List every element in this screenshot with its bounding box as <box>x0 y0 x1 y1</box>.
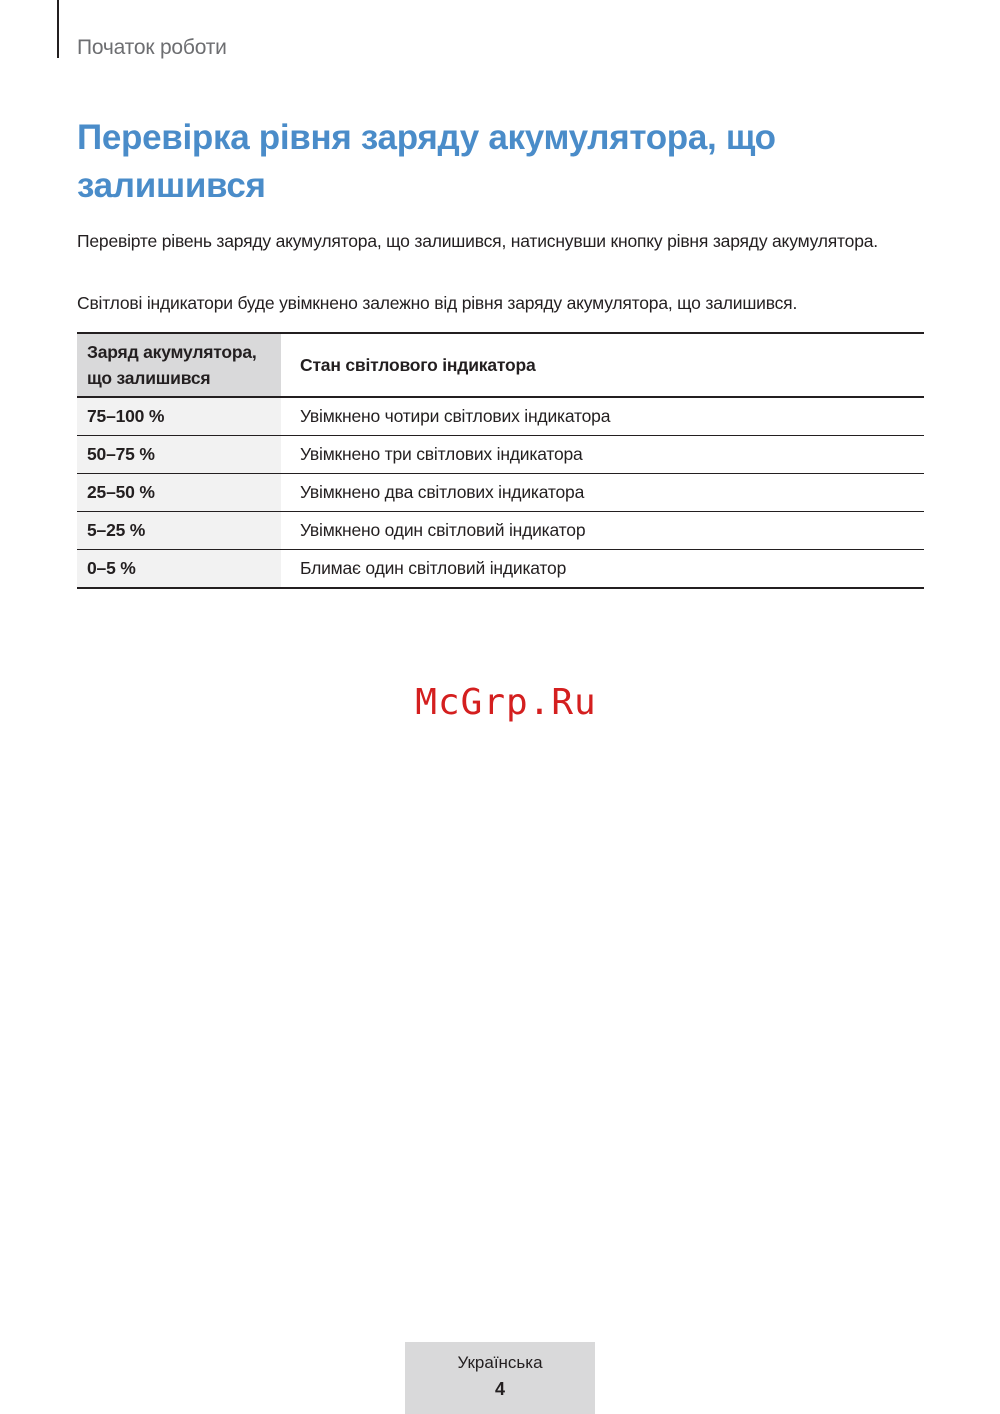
table-row <box>77 550 924 589</box>
page-number: 4 <box>494 1379 505 1399</box>
page-title: Перевірка рівня заряду акумулятора, що залишився <box>77 118 776 205</box>
indicator-note-paragraph: Світлові індикатори буде увімкнено залежно від рівня заряду акумулятора, що залишився. <box>77 293 798 313</box>
table-row <box>77 512 924 550</box>
section-name: Початок роботи <box>77 36 227 59</box>
battery-level-table <box>77 332 924 589</box>
charge-level-cell: 0–5 % <box>77 550 281 589</box>
page-footer <box>405 1342 595 1414</box>
indicator-state-cell: Блимає один світловий індикатор <box>300 558 567 578</box>
table-row <box>77 397 924 436</box>
charge-level-cell: 5–25 % <box>77 512 281 550</box>
indicator-state-cell: Увімкнено чотири світлових індикатора <box>281 397 924 436</box>
footer-language: Українська <box>457 1353 543 1372</box>
charge-level-cell: 75–100 % <box>77 397 281 436</box>
header-rule <box>57 0 59 58</box>
table-row <box>77 436 924 474</box>
intro-paragraph: Перевірте рівень заряду акумулятора, що залишився, натиснувши кнопку рівня заряду акумулятора. <box>77 231 878 251</box>
charge-level-cell: 25–50 % <box>77 474 281 512</box>
table-header-row <box>77 333 924 397</box>
table-row <box>77 474 924 512</box>
indicator-state-cell: Увімкнено один світловий індикатор <box>281 512 924 550</box>
watermark-text: McGrp.Ru <box>415 682 597 723</box>
charge-level-cell: 50–75 % <box>77 436 281 474</box>
column-header-remaining-charge: Заряд акумулятора, що залишився <box>77 333 281 397</box>
indicator-state-cell: Увімкнено два світлових індикатора <box>281 474 924 512</box>
column-header-indicator-state: Стан світлового індикатора <box>300 355 536 375</box>
indicator-state-cell: Увімкнено три світлових індикатора <box>281 436 924 474</box>
